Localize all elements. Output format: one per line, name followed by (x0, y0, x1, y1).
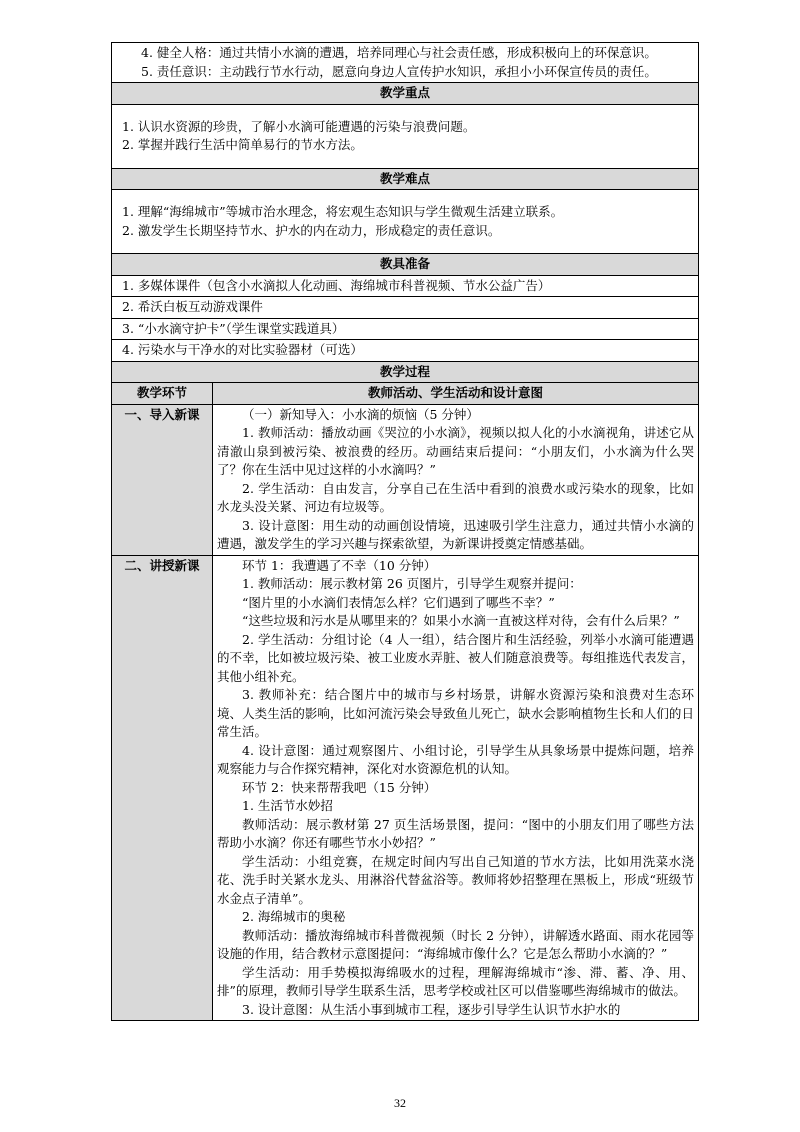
material-1 (112, 275, 699, 297)
lecture-para-13: 教师活动：播放海绵城市科普微视频（时长 2 分钟），讲解透水路面、雨水花园等设施的作用，结合教材示意图提问：“海绵城市像什么？它是怎么帮助小水滴的？” (217, 927, 694, 961)
intro-content (213, 404, 699, 555)
material-4-text: 4. 污染水与干净水的对比实验器材（可选） (122, 342, 363, 357)
intro-row (112, 404, 699, 555)
lesson-plan-table (111, 42, 699, 1021)
key-points-heading: 教学重点 (112, 83, 699, 105)
lecture-content (213, 555, 699, 1021)
materials-heading: 教具准备 (112, 254, 699, 276)
difficulties-heading: 教学难点 (112, 168, 699, 190)
lecture-para-7: 4. 设计意图：通过观察图片、小组讨论，引导学生从具象场景中提炼问题，培养观察能力与合作探究精神，深化对水资源危机的认知。 (217, 742, 694, 776)
lecture-para-12: 2. 海绵城市的奥秘 (242, 909, 346, 924)
stage-column-header: 教学环节 (112, 383, 213, 405)
lecture-para-10: 教师活动：展示教材第 27 页生活场景图，提问：“图中的小朋友们用了哪些方法帮助小水滴？你还有哪些节水小妙招？” (217, 816, 694, 850)
lecture-para-11: 学生活动：小组竞赛，在规定时间内写出自己知道的节水方法，比如用洗菜水浇花、洗手时关紧水龙头、用淋浴代替盆浴等。教师将妙招整理在黑板上，形成“班级节水金点子清单”。 (217, 853, 694, 906)
difficulty-2: 2. 激发学生长期坚持节水、护水的内在动力，形成稳定的责任意识。 (122, 222, 501, 238)
key-point-1: 1. 认识水资源的珍贵，了解小水滴可能遭遇的污染与浪费问题。 (122, 118, 476, 134)
lecture-para-2: 1. 教师活动：展示教材第 26 页图片，引导学生观察并提问： (242, 576, 582, 591)
lecture-para-6: 3. 教师补充：结合图片中的城市与乡村场景，讲解水资源污染和浪费对生态环境、人类生活的影响，比如河流污染会导致鱼儿死亡，缺水会影响植物生长和人们的日常生活。 (217, 687, 694, 739)
page-number: 32 (394, 1096, 406, 1110)
difficulties-cell (112, 190, 699, 254)
lecture-para-5: 2. 学生活动：分组讨论（4 人一组），结合图片和生活经验，列举小水滴可能遭遇的不幸，比如被垃圾污染、被工业废水弄脏、被人们随意浪费等。每组推选代表发言，其他小组补充。 (217, 631, 694, 684)
content-column-header: 教师活动、学生活动和设计意图 (213, 383, 699, 405)
intro-stage-label: 一、导入新课 (112, 404, 213, 555)
key-point-2: 2. 掌握并践行生活中简单易行的节水方法。 (122, 137, 363, 152)
lecture-para-9: 1. 生活节水妙招 (242, 798, 333, 813)
intro-para-1: （一）新知导入：小水滴的烦恼（5 分钟） (242, 406, 479, 422)
process-heading: 教学过程 (112, 361, 699, 383)
material-1-text: 1. 多媒体课件（包含小水滴拟人化动画、海绵城市科普视频、节水公益广告） (122, 277, 551, 293)
intro-para-4: 3. 设计意图：用生动的动画创设情境，迅速吸引学生注意力，通过共情小水滴的遭遇，激发学生的学习兴趣与探索欲望，为新课讲授奠定情感基础。 (217, 517, 694, 551)
objective-5: 5. 责任意识：主动践行节水行动，愿意向身边人宣传护水知识，承担小小环保宣传员的责任。 (141, 63, 657, 79)
material-4 (112, 340, 699, 362)
intro-para-3: 2. 学生活动：自由发言，分享自己在生活中看到的浪费水或污染水的现象，比如水龙头没关紧、河边有垃圾等。 (217, 480, 694, 514)
key-points-cell (112, 104, 699, 168)
material-2-text: 2. 希沃白板互动游戏课件 (122, 299, 263, 314)
lecture-para-4: “这些垃圾和污水是从哪里来的？如果小水滴一直被这样对待，会有什么后果？” (242, 613, 680, 628)
lecture-para-14: 学生活动：用手势模拟海绵吸水的过程，理解海绵城市“渗、滞、蓄、净、用、排”的原理，教师引导学生联系生活，思考学校或社区可以借鉴哪些海绵城市的做法。 (217, 964, 694, 998)
material-2 (112, 297, 699, 319)
difficulty-1: 1. 理解“海绵城市”等城市治水理念，将宏观生态知识与学生微观生活建立联系。 (122, 204, 564, 219)
lecture-para-15: 3. 设计意图：从生活小事到城市工程，逐步引导学生认识节水护水的 (242, 1001, 621, 1017)
lecture-row (112, 555, 699, 1021)
lecture-para-1: 环节 1：我遭遇了不幸（10 分钟） (242, 557, 437, 573)
lecture-stage-label: 二、讲授新课 (112, 555, 213, 1021)
material-3-text: 3. “小水滴守护卡”（学生课堂实践道具） (122, 320, 345, 336)
objectives-cell (112, 43, 699, 83)
objectives-row (112, 43, 699, 83)
lecture-para-8: 环节 2：快来帮帮我吧（15 分钟） (242, 779, 437, 795)
material-3 (112, 318, 699, 340)
objective-4: 4. 健全人格：通过共情小水滴的遭遇，培养同理心与社会责任感，形成积极向上的环保意识。 (141, 45, 657, 60)
intro-para-2: 1. 教师活动：播放动画《哭泣的小水滴》，视频以拟人化的小水滴视角，讲述它从清澈山泉到被污染、被浪费的经历。动画结束后提问：“小朋友们，小水滴为什么哭了？你在生活中见过这样的小水滴吗？” (217, 425, 694, 477)
lecture-para-3: “图片里的小水滴们表情怎么样？它们遇到了哪些不幸？” (242, 594, 555, 610)
